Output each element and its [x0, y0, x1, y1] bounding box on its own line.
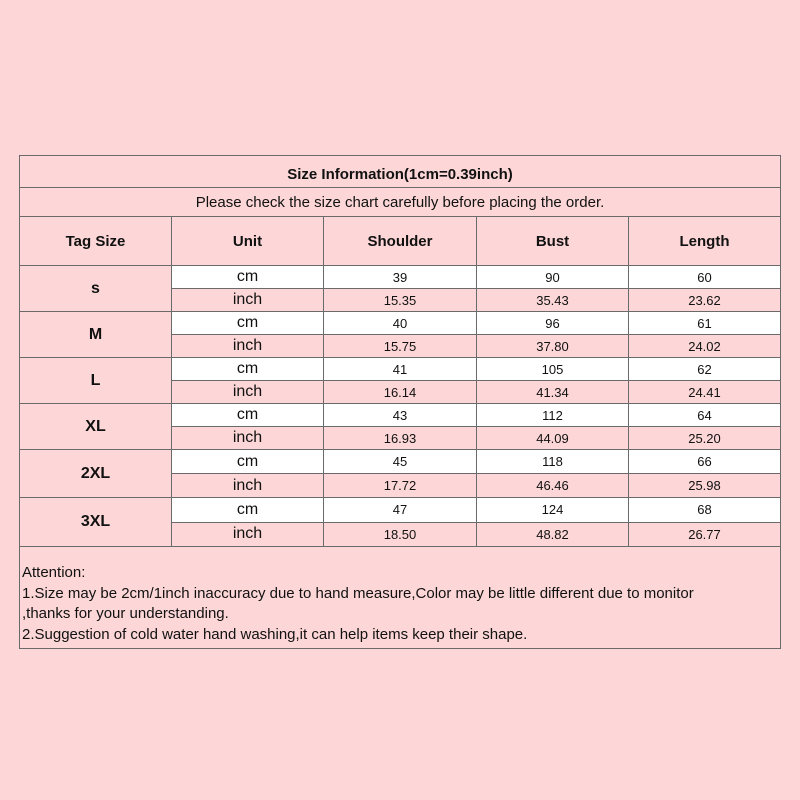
table-row	[172, 289, 780, 311]
header-length: Length	[679, 232, 730, 250]
size-group-2xl	[20, 450, 780, 498]
tag-size-cell: XL	[20, 404, 172, 449]
unit-cell: inch	[172, 289, 324, 311]
chart-title: Size Information(1cm=0.39inch)	[20, 156, 780, 188]
unit-cell: cm	[172, 404, 324, 426]
length-cell: 66	[697, 454, 712, 469]
bust-cell: 46.46	[477, 474, 629, 497]
bust-cell: 118	[477, 450, 629, 473]
bust-cell: 35.43	[477, 289, 629, 311]
length-cell: 23.62	[688, 292, 721, 308]
shoulder-cell: 15.35	[324, 289, 477, 311]
header-unit: Unit	[172, 217, 324, 265]
shoulder-cell: 47	[324, 498, 477, 522]
size-group-xl	[20, 404, 780, 450]
length-cell: 25.98	[688, 478, 721, 493]
table-row	[172, 381, 780, 403]
header-bust: Bust	[477, 217, 629, 265]
unit-cell: cm	[172, 450, 324, 473]
bust-cell: 112	[477, 404, 629, 426]
length-cell: 26.77	[688, 526, 721, 542]
size-group-m	[20, 312, 780, 358]
unit-cell: cm	[172, 312, 324, 334]
header-tag-size: Tag Size	[20, 217, 172, 265]
tag-size-cell: 3XL	[20, 498, 172, 546]
unit-cell: inch	[172, 335, 324, 357]
length-cell: 62	[697, 361, 712, 377]
size-chart	[19, 155, 781, 649]
shoulder-cell: 45	[324, 450, 477, 473]
length-cell: 25.20	[688, 430, 721, 446]
shoulder-cell: 40	[324, 312, 477, 334]
unit-cell: inch	[172, 474, 324, 497]
length-cell: 24.02	[688, 338, 721, 354]
bust-cell: 124	[477, 498, 629, 522]
shoulder-cell: 16.14	[324, 381, 477, 403]
shoulder-cell: 41	[324, 358, 477, 380]
tag-size-cell: L	[20, 358, 172, 403]
size-group-l	[20, 358, 780, 404]
bust-cell: 48.82	[477, 523, 629, 547]
unit-cell: cm	[172, 498, 324, 522]
length-cell: 64	[697, 407, 712, 423]
bust-cell: 105	[477, 358, 629, 380]
size-group-s	[20, 266, 780, 312]
table-row	[172, 427, 780, 449]
table-row	[172, 474, 780, 497]
unit-cell: inch	[172, 523, 324, 547]
length-cell: 24.41	[688, 384, 721, 400]
length-cell: 61	[697, 315, 712, 331]
shoulder-cell: 17.72	[324, 474, 477, 497]
attention-heading: Attention:	[22, 564, 86, 581]
table-row	[172, 498, 780, 523]
shoulder-cell: 18.50	[324, 523, 477, 547]
note-line: 1.Size may be 2cm/1inch inaccuracy due to hand measure,Color may be little different due to monitor	[22, 584, 694, 602]
bust-cell: 90	[477, 266, 629, 288]
header-shoulder: Shoulder	[324, 217, 477, 265]
unit-cell: inch	[172, 427, 324, 449]
table-row	[172, 450, 780, 474]
unit-cell: inch	[172, 381, 324, 403]
shoulder-cell: 15.75	[324, 335, 477, 357]
shoulder-cell: 39	[324, 266, 477, 288]
bust-cell: 96	[477, 312, 629, 334]
tag-size-cell: M	[20, 312, 172, 357]
length-cell: 60	[697, 269, 712, 285]
table-row	[172, 404, 780, 427]
header-row	[20, 217, 780, 266]
table-row	[172, 335, 780, 357]
bust-cell: 41.34	[477, 381, 629, 403]
table-row	[172, 358, 780, 381]
unit-cell: cm	[172, 358, 324, 380]
bust-cell: 44.09	[477, 427, 629, 449]
chart-subtitle: Please check the size chart carefully before placing the order.	[20, 188, 780, 217]
note-line: ,thanks for your understanding.	[22, 605, 229, 622]
tag-size-cell: s	[20, 266, 172, 311]
table-row	[172, 312, 780, 335]
unit-cell: cm	[172, 266, 324, 288]
length-cell: 68	[697, 502, 712, 518]
tag-size-cell: 2XL	[20, 450, 172, 497]
shoulder-cell: 43	[324, 404, 477, 426]
bust-cell: 37.80	[477, 335, 629, 357]
table-row	[172, 266, 780, 289]
shoulder-cell: 16.93	[324, 427, 477, 449]
attention-notes	[20, 547, 780, 648]
size-group-3xl	[20, 498, 780, 547]
table-row	[172, 523, 780, 547]
note-line: 2.Suggestion of cold water hand washing,it can help items keep their shape.	[22, 625, 528, 643]
